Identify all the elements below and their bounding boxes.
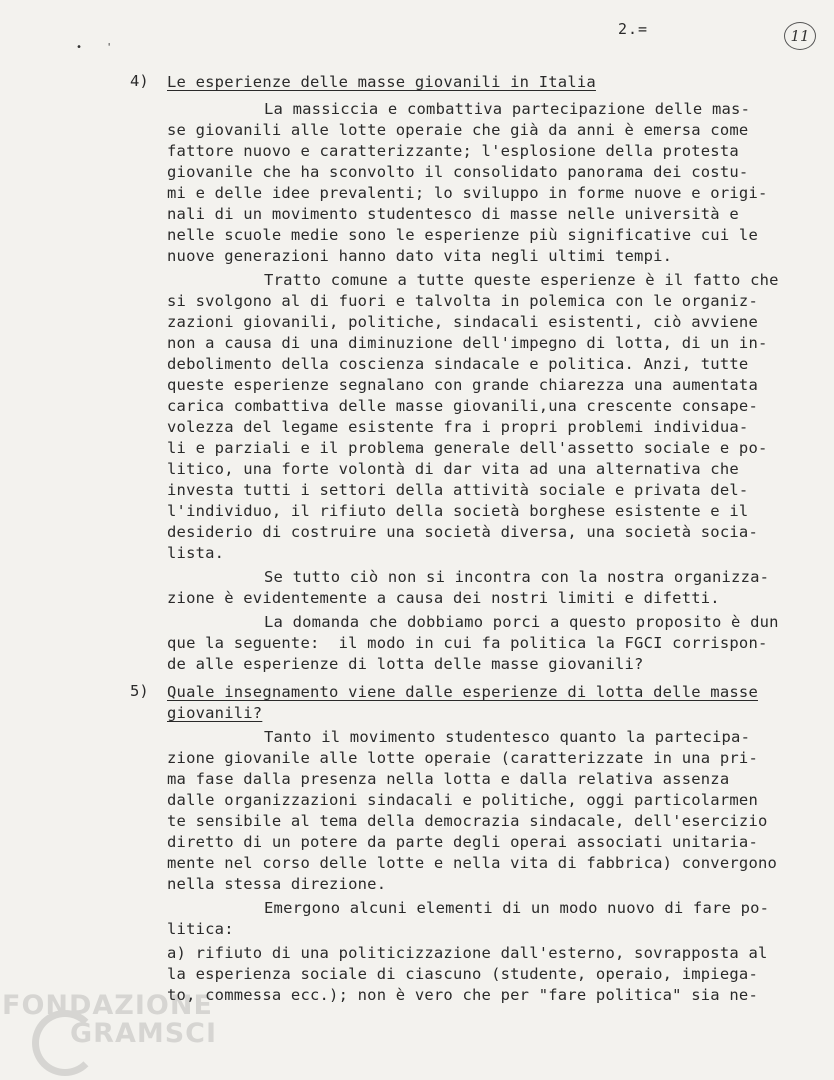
paper-specks: • ' bbox=[76, 42, 113, 53]
text-line: zione è evidentemente a causa dei nostri limiti e difetti. bbox=[167, 589, 720, 607]
text-line: non a causa di una diminuzione dell'impegno di lotta, di un in- bbox=[167, 334, 768, 352]
section-number: 5) bbox=[130, 682, 149, 700]
page-number: 2.= bbox=[618, 20, 649, 38]
text-line: queste esperienze segnalano con grande chiarezza una aumentata bbox=[167, 376, 758, 394]
fondazione-gramsci-watermark bbox=[2, 990, 218, 1080]
text-line: carica combattiva delle masse giovanili,una crescente consape- bbox=[167, 397, 758, 415]
text-line: Tratto comune a tutte queste esperienze è il fatto che bbox=[264, 271, 779, 289]
text-line: te sensibile al tema della democrazia sindacale, dell'esercizio bbox=[167, 812, 768, 830]
text-line: desiderio di costruire una società diversa, una società socia- bbox=[167, 523, 758, 541]
text-line: Se tutto ciò non si incontra con la nostra organizza- bbox=[264, 568, 770, 586]
text-line: lista. bbox=[167, 544, 225, 562]
text-line: mente nel corso delle lotte e nella vita di fabbrica) convergono bbox=[167, 854, 778, 872]
text-line: li e parziali e il problema generale dell'assetto sociale e po- bbox=[167, 439, 768, 457]
text-line: si svolgono al di fuori e talvolta in polemica con le organiz- bbox=[167, 292, 758, 310]
section-title: Quale insegnamento viene dalle esperienze di lotta delle masse bbox=[167, 683, 758, 701]
text-line: se giovanili alle lotte operaie che già da anni è emersa come bbox=[167, 121, 749, 139]
text-line: La domanda che dobbiamo porci a questo proposito è dun bbox=[264, 613, 779, 631]
text-line: to, commessa ecc.); non è vero che per "fare politica" sia ne- bbox=[167, 986, 758, 1004]
text-line: La massiccia e combattiva partecipazione delle mas- bbox=[264, 100, 751, 118]
archive-number-stamp: 11 bbox=[784, 22, 816, 50]
text-line: a) rifiuto di una politicizzazione dall'esterno, sovrapposta al bbox=[167, 944, 768, 962]
text-line: zione giovanile alle lotte operaie (caratterizzate in una pri- bbox=[167, 749, 758, 767]
text-line: nuove generazioni hanno dato vita negli ultimi tempi. bbox=[167, 247, 673, 265]
section-title: giovanili? bbox=[167, 704, 263, 722]
text-line: que la seguente: il modo in cui fa politica la FGCI corrispon- bbox=[167, 634, 768, 652]
text-line: volezza del legame esistente fra i propri problemi individua- bbox=[167, 418, 749, 436]
text-line: dalle organizzazioni sindacali e politiche, oggi particolarmen bbox=[167, 791, 758, 809]
text-line: ma fase dalla presenza nella lotta e dalla relativa assenza bbox=[167, 770, 730, 788]
text-line: investa tutti i settori della attività sociale e privata del- bbox=[167, 481, 749, 499]
section-number: 4) bbox=[130, 72, 149, 90]
text-line: giovanile che ha sconvolto il consolidato panorama dei costu- bbox=[167, 163, 749, 181]
section-title: Le esperienze delle masse giovanili in Italia bbox=[167, 73, 596, 91]
text-line: l'individuo, il rifiuto della società borghese esistente e il bbox=[167, 502, 749, 520]
text-line: debolimento della coscienza sindacale e politica. Anzi, tutte bbox=[167, 355, 749, 373]
logo-text-line2: GRAMSCI bbox=[70, 1018, 218, 1049]
text-line: litica: bbox=[167, 920, 234, 938]
text-line: mi e delle idee prevalenti; lo sviluppo in forme nuove e origi- bbox=[167, 184, 768, 202]
text-line: zazioni giovanili, politiche, sindacali esistenti, ciò avviene bbox=[167, 313, 758, 331]
text-line: fattore nuovo e caratterizzante; l'esplosione della protesta bbox=[167, 142, 739, 160]
text-line: Emergono alcuni elementi di un modo nuovo di fare po- bbox=[264, 899, 770, 917]
text-line: la esperienza sociale di ciascuno (studente, operaio, impiega- bbox=[167, 965, 758, 983]
text-line: nelle scuole medie sono le esperienze più significative cui le bbox=[167, 226, 758, 244]
text-line: diretto di un potere da parte degli operai associati unitaria- bbox=[167, 833, 758, 851]
text-line: nella stessa direzione. bbox=[167, 875, 387, 893]
text-line: litico, una forte volontà di dar vita ad una alternativa che bbox=[167, 460, 739, 478]
text-line: nali di un movimento studentesco di masse nelle università e bbox=[167, 205, 739, 223]
logo-text-line1: FONDAZIONE bbox=[2, 990, 213, 1021]
text-line: Tanto il movimento studentesco quanto la partecipa- bbox=[264, 728, 751, 746]
text-line: de alle esperienze di lotta delle masse giovanili? bbox=[167, 655, 644, 673]
